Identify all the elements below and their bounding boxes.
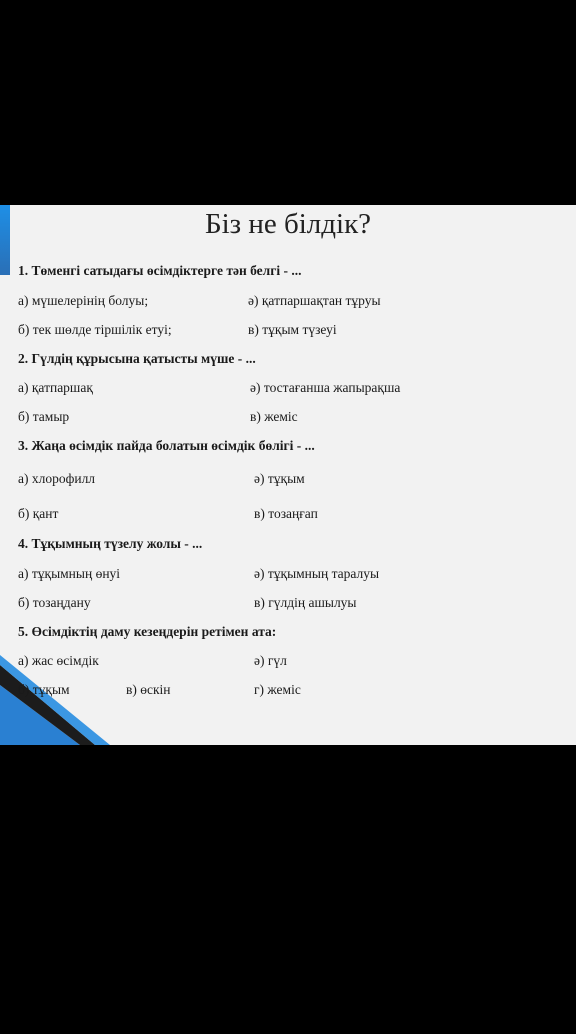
question-1: 1. Төменгі сатыдағы өсімдіктерге тән белгі - ... [18,263,302,278]
q3-option-v: в) тозаңғап [254,506,318,521]
question-5: 5. Өсімдіктің даму кезеңдерін ретімен ата: [18,624,277,639]
q4-option-v: в) гүлдің ашылуы [254,595,357,610]
question-4: 4. Тұқымның түзелу жолы - ... [18,536,203,551]
q3-option-a: а) хлорофилл [18,471,96,486]
q5-option-b: б) тұқым [18,682,70,697]
q1-option-a: а) мүшелерінің болуы; [18,293,149,308]
q1-option-b: б) тек шөлде тіршілік етуі; [18,322,172,337]
presentation-slide [0,205,576,745]
q4-option-a: а) тұқымның өнуі [18,566,121,581]
q5-option-g: г) жеміс [254,682,301,697]
q2-option-b: б) тамыр [18,409,70,424]
q1-option-v: в) тұқым түзеуі [248,322,337,337]
q3-option-ae: ә) тұқым [254,471,305,486]
q2-option-v: в) жеміс [250,409,298,424]
q5-option-v: в) өскін [126,682,171,697]
q4-option-b: б) тозаңдану [18,595,91,610]
q5-option-a: а) жас өсімдік [18,653,99,668]
q3-option-b: б) қант [18,506,59,521]
q4-option-ae: ә) тұқымның таралуы [254,566,380,581]
q2-option-ae: ә) тостағанша жапырақша [250,380,401,395]
q5-option-ae: ә) гүл [254,653,287,668]
question-3: 3. Жаңа өсімдік пайда болатын өсімдік бөлігі - ... [18,438,315,453]
question-2: 2. Гүлдің құрысына қатысты мүше - ... [18,351,256,366]
q1-option-ae: ә) қатпаршақтан тұруы [248,293,381,308]
q2-option-a: а) қатпаршақ [18,380,93,395]
slide-title: Біз не білдік? [204,208,372,240]
